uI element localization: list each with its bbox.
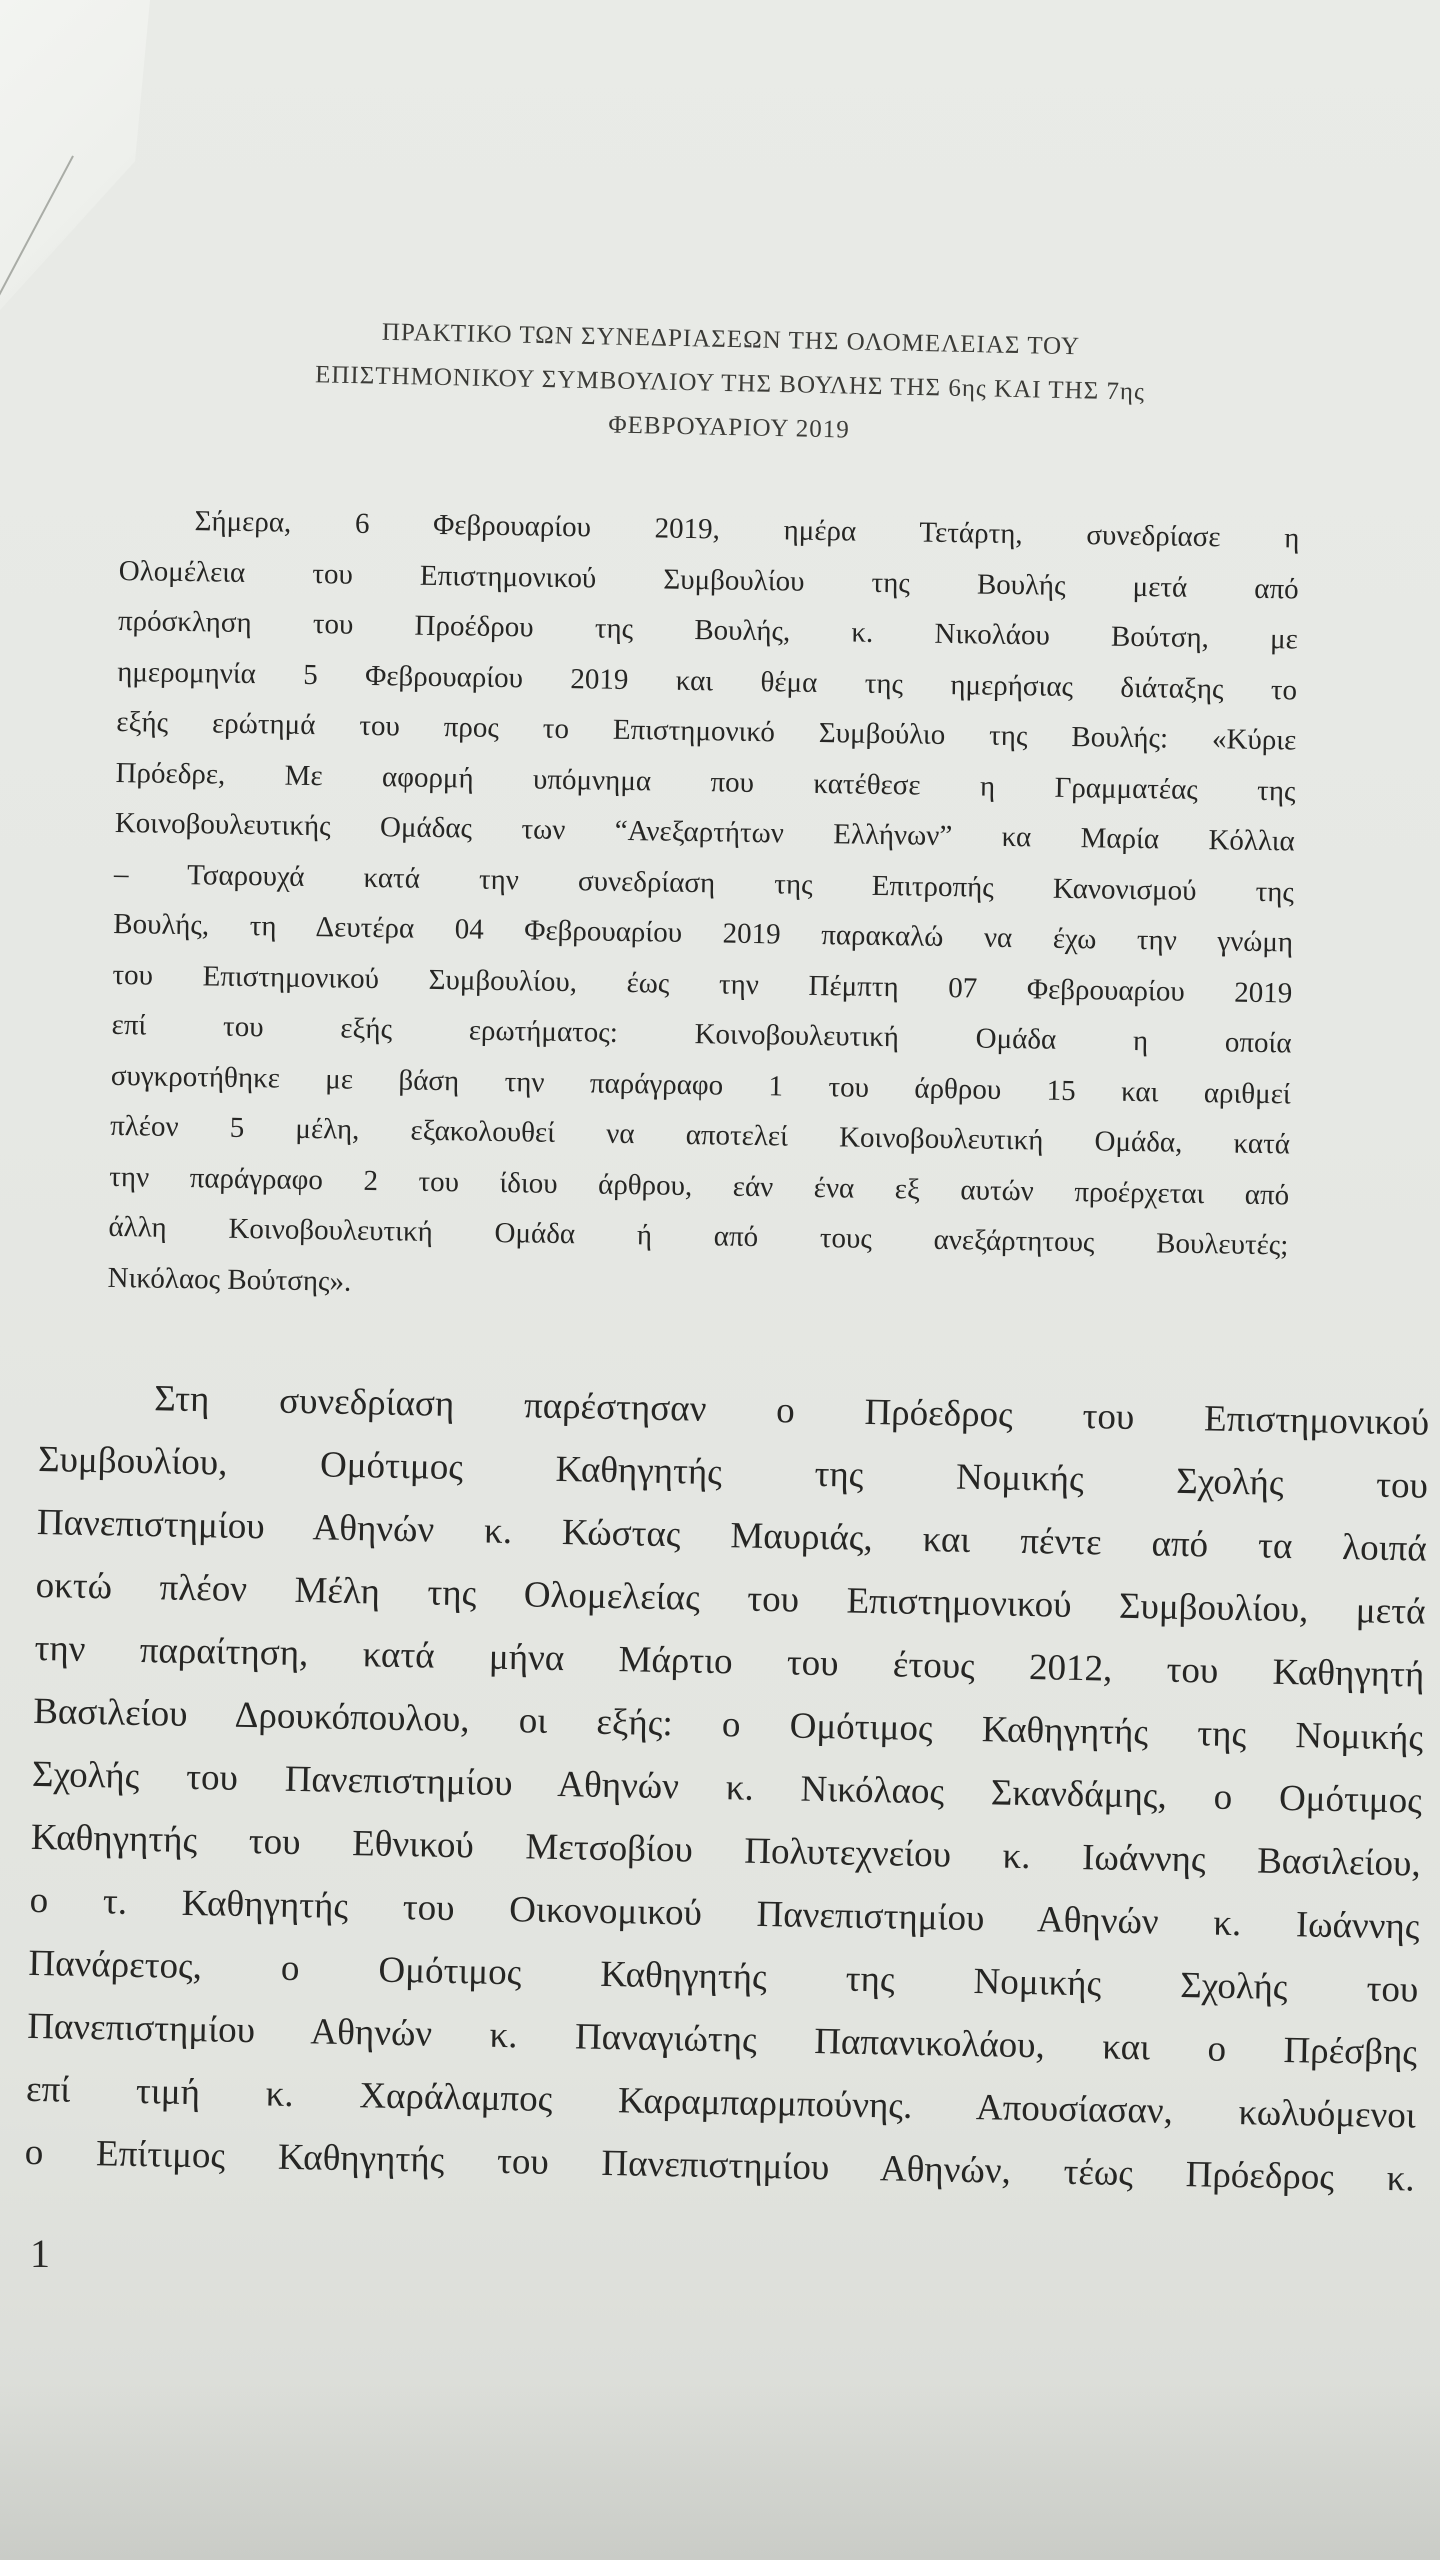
text-line: Στη συνεδρίαση παρέστησαν ο Πρόεδρος του Επιστημονικού (153, 1378, 1430, 1444)
text-line: Σχολής του Πανεπιστημίου Αθηνών κ. Νικόλαος Σκανδάμης, ο Ομότιμος (31, 1753, 1423, 1822)
text-line: την παραίτηση, κατά μήνα Μάρτιο του έτους 2012, του Καθηγητή (34, 1627, 1425, 1696)
text-line: Νικόλαος Βούτσης». (107, 1261, 352, 1298)
page-shadow (0, 2380, 1440, 2560)
text-line: εξής ερώτημά του προς το Επιστημονικό Συμβούλιο της Βουλής: «Κύριε (116, 705, 1297, 757)
text-line: ημερομηνία 5 Φεβρουαρίου 2019 και θέμα της ημερήσιας διάταξης το (116, 655, 1298, 707)
text-line: Βασιλείου Δρουκόπουλου, οι εξής: ο Ομότιμος Καθηγητής της Νομικής (32, 1690, 1424, 1759)
paragraph-1 (107, 495, 1300, 1321)
text-line: Πανεπιστημίου Αθηνών κ. Παναγιώτης Παπανικολάου, και ο Πρέσβης (26, 2005, 1418, 2074)
text-line: Καθηγητής του Εθνικού Μετσοβίου Πολυτεχνείου κ. Ιωάννης Βασιλείου, (30, 1816, 1422, 1885)
text-line: Κοινοβουλευτικής Ομάδας των “Ανεξαρτήτων Ελλήνων” κα Μαρία Κόλλια (114, 806, 1295, 858)
document-body (24, 495, 1430, 2200)
text-line: του Επιστημονικού Συμβουλίου, έως την Πέμπτη 07 Φεβρουαρίου 2019 (112, 958, 1293, 1009)
text-line: την παράγραφο 2 του ίδιου άρθρου, εάν ένα εξ αυτών προέρχεται από (109, 1160, 1290, 1211)
title-line: ΦΕΒΡΟΥΑΡΙΟΥ 2019 (608, 411, 851, 444)
text-line: Πρόεδρε, Με αφορμή υπόμνημα που κατέθεσε η Γραμματέας της (115, 756, 1296, 807)
text-line: – Τσαρουχά κατά την συνεδρίαση της Επιτροπής Κανονισμού της (113, 857, 1295, 908)
title-line: ΠΡΑΚΤΙΚΟ ΤΩΝ ΣΥΝΕΔΡΙΑΣΕΩΝ ΤΗΣ ΟΛΟΜΕΛΕΙΑΣ ΤΟΥ (381, 318, 1081, 361)
document-title (199, 307, 1262, 461)
text-line: Ολομέλεια του Επιστημονικού Συμβουλίου της Βουλής μετά από (118, 554, 1299, 606)
text-line: Βουλής, τη Δευτέρα 04 Φεβρουαρίου 2019 παρακαλώ να έχω την γνώμη (113, 907, 1294, 959)
page-number: 1 (30, 2231, 50, 2276)
text-line: ο τ. Καθηγητής του Οικονομικού Πανεπιστημίου Αθηνών κ. Ιωάννης (29, 1879, 1420, 1948)
text-line: οκτώ πλέον Μέλη της Ολομελείας του Επιστημονικού Συμβουλίου, μετά (35, 1564, 1426, 1633)
text-line: Συμβουλίου, Ομότιμος Καθηγητής της Νομικής Σχολής του (37, 1438, 1429, 1507)
text-line: πρόσκληση του Προέδρου της Βουλής, κ. Νικολάου Βούτση, με (117, 604, 1299, 656)
text-line: άλλη Κοινοβουλευτική Ομάδα ή από τους ανεξάρτητους Βουλευτές; (108, 1210, 1289, 1262)
folded-corner (0, 0, 150, 310)
paragraph-2 (24, 1365, 1429, 2211)
text-line: ο Επίτιμος Καθηγητής του Πανεπιστημίου Αθηνών, τέως Πρόεδρος κ. (24, 2131, 1416, 2200)
text-line: συγκροτήθηκε με βάση την παράγραφο 1 του άρθρου 15 και αριθμεί (110, 1059, 1291, 1110)
title-line: ΕΠΙΣΤΗΜΟΝΙΚΟΥ ΣΥΜΒΟΥΛΙΟΥ ΤΗΣ ΒΟΥΛΗΣ ΤΗΣ 6ης ΚΑΙ ΤΗΣ 7ης (314, 361, 1146, 406)
text-line: Πανάρετος, ο Ομότιμος Καθηγητής της Νομικής Σχολής του (28, 1942, 1419, 2011)
text-line: επί του εξής ερωτήματος: Κοινοβουλευτική Ομάδα η οποία (111, 1008, 1292, 1060)
text-line: Σήμερα, 6 Φεβρουαρίου 2019, ημέρα Τετάρτη, συνεδρίασε η (194, 505, 1300, 555)
text-line: πλέον 5 μέλη, εξακολουθεί να αποτελεί Κοινοβουλευτική Ομάδα, κατά (109, 1109, 1291, 1161)
text-line: επί τιμή κ. Χαράλαμπος Καραμπαρμπούνης. Απουσίασαν, κωλυόμενοι (25, 2068, 1417, 2137)
text-line: Πανεπιστημίου Αθηνών κ. Κώστας Μαυριάς, και πέντε από τα λοιπά (36, 1501, 1428, 1570)
